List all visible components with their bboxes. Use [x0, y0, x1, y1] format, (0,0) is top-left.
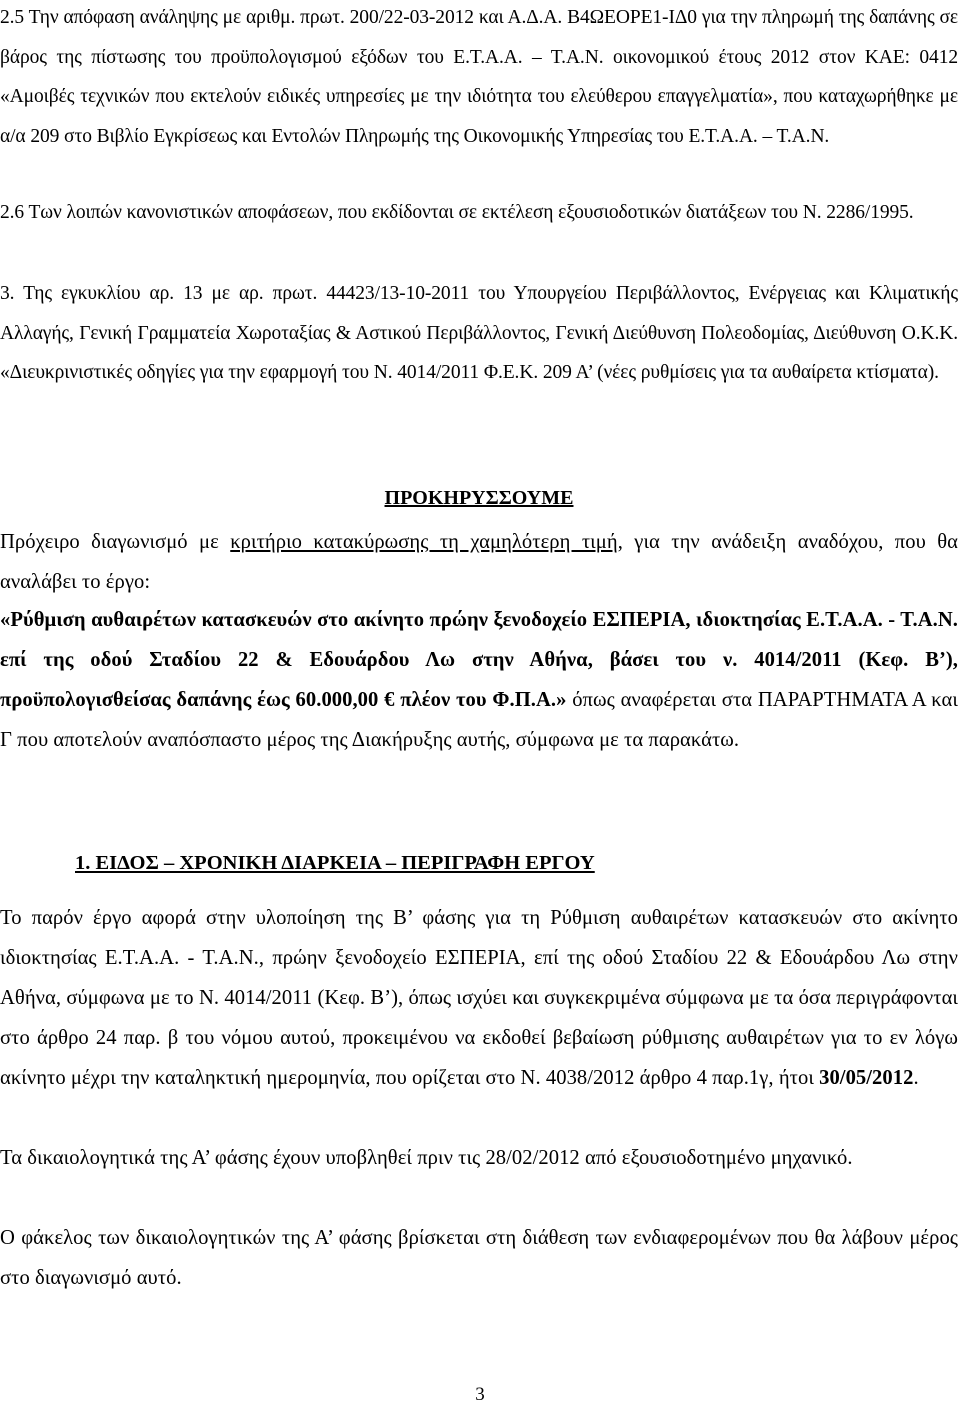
section-1-paragraph-1-text: Το παρόν έργο αφορά στην υλοποίηση της Β’ φάσης για τη Ρύθμιση αυθαιρέτων κατασκευών στο ακίνητο ιδιοκτησίας Ε.Τ.Α.Α. - Τ.Α.Ν., πρώην ξενοδοχείο ΕΣΠΕΡΙΑ, επί της οδού Σταδίου 22 & Εδουάρδου Λω στην Αθήνα, σύμφωνα με το Ν. 4014/2011 (Κεφ. Β’), όπως ισχύει και συγκεκριμένα σύμφωνα με τα όσα περιγράφονται στο άρθρο 24 παρ. β του νόμου αυτού, προκειμένου να εκδοθεί βεβαίωση ρύθμισης αυθαιρέτων για το εν λόγω ακίνητο μέχρι την καταληκτική ημερομηνία, που ορίζεται στο Ν. 4038/2012 άρθρο 4 παρ.1γ, ήτοι	[0, 907, 958, 1089]
proclamation-heading-text: ΠΡΟΚΗΡΥΣΣΟΥΜΕ	[384, 487, 574, 509]
proclamation-heading	[0, 487, 958, 510]
project-description	[0, 600, 958, 760]
award-criterion: κριτήριο κατακύρωσης τη χαμηλότερη τιμή	[230, 531, 618, 553]
proclamation-intro	[0, 522, 958, 602]
paragraph-2-5: 2.5 Την απόφαση ανάληψης με αριθμ. πρωτ. 200/22-03-2012 και Α.Δ.Α. Β4ΩΕΟΡΕ1-ΙΔ0 για την πληρωμή της δαπάνης σε βάρος της πίστωσης του προϋπολογισμού εξόδων του Ε.Τ.Α.Α. – Τ.Α.Ν. οικονομικού έτους 2012 στον ΚΑΕ: 0412 «Αμοιβές τεχνικών που εκτελούν ειδικές υπηρεσίες με την ιδιότητα του ελεύθερου επαγγελματία», που καταχωρήθηκε με α/α 209 στο Βιβλίο Εγκρίσεως και Εντολών Πληρωμής της Οικονομικής Υπηρεσίας του Ε.Τ.Α.Α. – Τ.Α.Ν.	[0, 7, 958, 147]
project-title: «Ρύθμιση αυθαιρέτων κατασκευών στο ακίνητο πρώην ξενοδοχείο ΕΣΠΕΡΙΑ, ιδιοκτησίας Ε.Τ.Α.Α. - Τ.Α.Ν. επί της οδού Σταδίου 22 & Εδουάρδου Λω στην Αθήνα, βάσει του ν. 4014/2011 (Κεφ. Β’), προϋπολογισθείσας δαπάνης έως 60.000,00 € πλέον του Φ.Π.Α.»	[0, 609, 958, 711]
paragraph-3: 3. Της εγκυκλίου αρ. 13 με αρ. πρωτ. 44423/13-10-2011 του Υπουργείου Περιβάλλοντος, Ενέργειας και Κλιματικής Αλλαγής, Γενική Γραμματεία Χωροταξίας & Αστικού Περιβάλλοντος, Γενική Διεύθυνση Πολεοδομίας, Διεύθυνση Ο.Κ.Κ. «Διευκρινιστικές οδηγίες για την εφαρμογή του Ν. 4014/2011 Φ.Ε.Κ. 209 Α’ (νέες ρυθμίσεις για τα αυθαίρετα κτίσματα).	[0, 283, 958, 383]
page-number: 3	[475, 1384, 485, 1405]
intro-text-after: , για την ανάδειξη αναδόχου, που θα αναλάβει το έργο:	[0, 531, 959, 593]
project-annex-text: όπως αναφέρεται στα ΠΑΡΑΡΤΗΜΑΤΑ Α και Γ που αποτελούν αναπόσπαστο μέρος της Διακήρυξης αυτής, σύμφωνα με τα παρακάτω.	[0, 689, 958, 751]
section-1-heading-text: 1. ΕΙΔΟΣ – ΧΡΟΝΙΚΗ ΔΙΑΡΚΕΙΑ – ΠΕΡΙΓΡΑΦΗ ΕΡΓΟΥ	[75, 852, 595, 874]
section-1-paragraph-1-end: .	[913, 1067, 919, 1089]
section-1-paragraph-3: Ο φάκελος των δικαιολογητικών της Α’ φάσης βρίσκεται στη διάθεση των ενδιαφερομένων που θα λάβουν μέρος στο διαγωνισμό αυτό.	[0, 1227, 958, 1289]
section-1-paragraph-1	[0, 898, 958, 1098]
deadline-date: 30/05/2012	[819, 1067, 914, 1089]
section-1-heading	[75, 852, 595, 875]
paragraph-2-6: 2.6 Των λοιπών κανονιστικών αποφάσεων, που εκδίδονται σε εκτέλεση εξουσιοδοτικών διατάξεων του Ν. 2286/1995.	[0, 202, 914, 223]
section-1-paragraph-2: Τα δικαιολογητικά της Α’ φάσης έχουν υποβληθεί πριν τις 28/02/2012 από εξουσιοδοτημένο μηχανικό.	[0, 1147, 853, 1169]
intro-text-before: Πρόχειρο διαγωνισμό με	[0, 531, 231, 553]
